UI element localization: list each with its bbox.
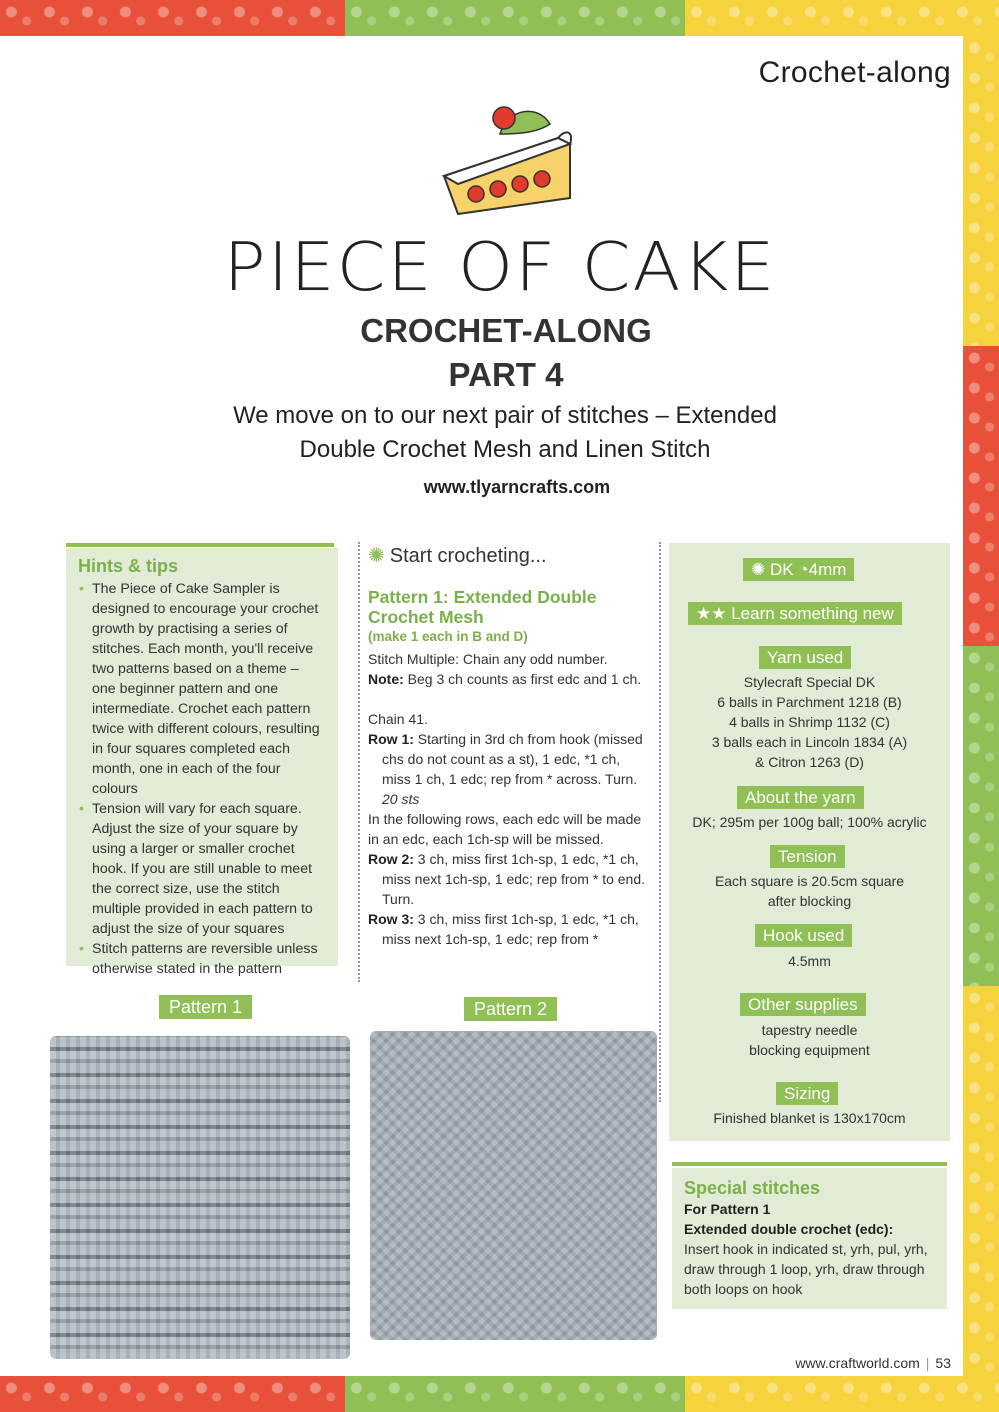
standfirst-line: Double Crochet Mesh and Linen Stitch — [299, 436, 711, 463]
standfirst-line: We move on to our next pair of stitches – Extended — [233, 402, 777, 429]
special-heading: Special stitches — [684, 1178, 821, 1198]
pattern2-label: Pattern 2 — [464, 997, 557, 1021]
learn-badge: ★★ Learn something new — [688, 602, 902, 625]
tension-line: after blocking — [767, 893, 852, 909]
hook-used-label: Hook used — [755, 924, 852, 947]
hook-icon: ◔ — [798, 560, 809, 579]
pattern1-heading: Pattern 1: Extended Double Crochet Mesh — [368, 587, 597, 627]
hook-used-text: 4.5mm — [788, 953, 831, 969]
following-rows-note: In the following rows, each edc will be made in an edc, each 1ch-sp will be missed. — [368, 811, 642, 847]
chain-instruction: Chain 41. — [368, 711, 428, 727]
border-band-green — [345, 1376, 685, 1412]
pattern1-swatch-photo — [50, 1036, 350, 1359]
row-2 — [368, 849, 648, 909]
yarn-used-list — [669, 672, 950, 772]
supply-line: blocking equipment — [749, 1042, 870, 1058]
row-text: 3 ch, miss first 1ch-sp, 1 edc, *1 ch, miss next 1ch-sp, 1 edc; rep from * — [382, 911, 639, 947]
row-label: Row 2: — [368, 851, 414, 867]
section-tag: Crochet-along — [758, 56, 951, 89]
about-yarn-text: DK; 295m per 100g ball; 100% acrylic — [692, 814, 927, 830]
note-label: Note: — [368, 671, 404, 687]
stitch-multiple: Stitch Multiple: Chain any odd number. — [368, 651, 608, 667]
border-band-red — [0, 0, 345, 36]
page-title: PIECE OF CAKE — [223, 228, 777, 306]
sizing-text: Finished blanket is 130x170cm — [713, 1110, 906, 1126]
footer-separator: | — [925, 1355, 930, 1371]
yarn-line: Stylecraft Special DK — [743, 674, 876, 690]
hints-rule — [66, 543, 334, 547]
special-rule — [672, 1162, 947, 1166]
border-band-yellow — [685, 0, 999, 36]
yarn-line: & Citron 1263 (D) — [755, 754, 864, 770]
special-stitch-desc: Insert hook in indicated st, yrh, pul, yrh, draw through 1 loop, yrh, draw through both loops on hook — [684, 1241, 928, 1297]
page-number: 53 — [935, 1355, 951, 1371]
column-divider — [358, 542, 360, 982]
pattern1-subheading: (make 1 each in B and D) — [368, 629, 528, 644]
row-text: 3 ch, miss first 1ch-sp, 1 edc, *1 ch, miss next 1ch-sp, 1 edc; rep from * to end. Turn. — [382, 851, 646, 907]
part-number: PART 4 — [448, 356, 564, 393]
about-yarn-label: About the yarn — [737, 786, 864, 809]
special-stitch-name: Extended double crochet (edc): — [684, 1221, 894, 1237]
tension-text — [669, 871, 950, 911]
column-divider — [659, 542, 661, 1102]
hint-item: • Stitch patterns are reversible unless otherwise stated in the pattern — [92, 939, 326, 979]
pattern2-swatch-photo — [370, 1031, 657, 1340]
yarn-spec-badge — [743, 558, 854, 581]
row-label: Row 3: — [368, 911, 414, 927]
footer-site: www.craftworld.com — [795, 1355, 920, 1371]
sizing-label: Sizing — [776, 1082, 838, 1105]
other-supplies-label: Other supplies — [740, 993, 866, 1016]
row-3 — [368, 909, 648, 949]
cake-slice-icon — [438, 98, 578, 218]
page-footer — [795, 1355, 951, 1371]
row-label: Row 1: — [368, 731, 414, 747]
pattern-note — [368, 669, 648, 689]
yarn-line: 6 balls in Parchment 1218 (B) — [717, 694, 902, 710]
hook-size: 4mm — [808, 560, 847, 579]
standfirst — [180, 399, 830, 467]
yarn-used-label: Yarn used — [759, 646, 851, 669]
yarn-ball-icon: ✺ — [368, 545, 385, 567]
start-label: Start crocheting... — [389, 545, 547, 567]
border-band-red — [0, 1376, 345, 1412]
hint-item: • The Piece of Cake Sampler is designed to encourage your crochet growth by practising a series of stitches. Each month, you'll receive two patterns based on a theme – one beginner pattern and one intermediate. Crochet each pattern twice with different colours, resulting in four squares completed each month, one in each of the four colours — [92, 579, 326, 799]
yarn-line: 3 balls each in Lincoln 1834 (A) — [711, 734, 908, 750]
hints-heading: Hints & tips — [78, 556, 179, 576]
row-text: Starting in 3rd ch from hook (missed chs do not count as a st), 1 edc, *1 ch, miss 1 ch, 1 edc; rep from * across. Turn. — [382, 731, 643, 787]
hints-box — [66, 548, 338, 977]
other-supplies-text — [669, 1020, 950, 1060]
pattern1-label: Pattern 1 — [159, 995, 252, 1019]
hints-list — [78, 579, 326, 979]
tension-line: Each square is 20.5cm square — [714, 873, 905, 889]
start-crocheting-heading — [368, 543, 547, 568]
yarn-line: 4 balls in Shrimp 1132 (C) — [729, 714, 890, 730]
special-stitches-box — [672, 1168, 947, 1309]
page-subtitle: CROCHET-ALONG — [360, 312, 652, 349]
stitch-count: 20 sts — [382, 791, 420, 807]
tension-label: Tension — [770, 845, 845, 868]
row-1 — [368, 729, 648, 809]
border-band-yellow — [685, 1376, 999, 1412]
website-link[interactable]: www.tlyarncrafts.com — [423, 477, 611, 497]
supply-line: tapestry needle — [761, 1022, 858, 1038]
border-band-yellow — [963, 986, 999, 1376]
pattern1-body — [368, 649, 648, 949]
yarn-ball-icon: ✺ — [751, 560, 770, 579]
border-band-green — [963, 646, 999, 986]
border-band-green — [345, 0, 685, 36]
special-for: For Pattern 1 — [684, 1201, 771, 1217]
yarn-weight: DK — [769, 560, 794, 579]
note-text: Beg 3 ch counts as first edc and 1 ch. — [403, 671, 642, 687]
hint-item: • Tension will vary for each square. Adjust the size of your square by using a larger or smaller crochet hook. If you are still unable to meet the correct size, use the stitch multiple provided in each pattern to adjust the size of your squares — [92, 799, 326, 939]
